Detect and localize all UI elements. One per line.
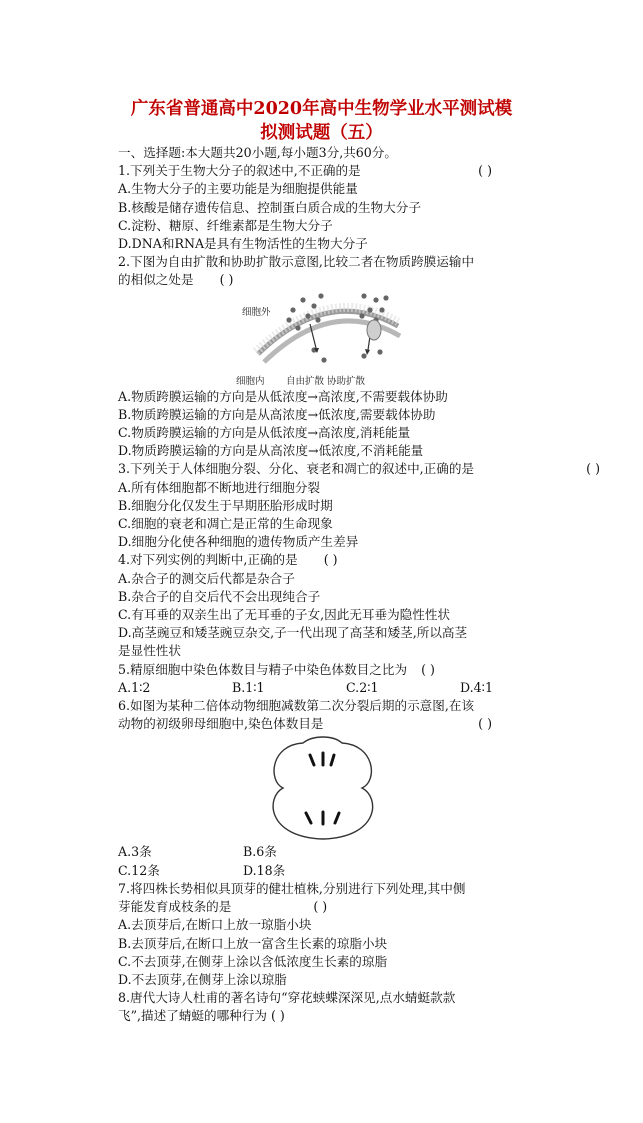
- question-3-option-c: C.细胞的衰老和凋亡是正常的生命现象: [118, 516, 333, 532]
- answer-bracket: ( ): [421, 661, 435, 677]
- molecules-inside: [311, 347, 382, 362]
- question-3-option-a: A.所有体细胞都不断地进行细胞分裂: [118, 479, 321, 495]
- chromosomes-top: [310, 753, 334, 765]
- answer-bracket: ( ): [313, 899, 328, 915]
- question-8-stem-line2: 飞”,描述了蜻蜓的哪种行为 ( ): [118, 1008, 285, 1024]
- question-1-option-c: C.淀粉、糖原、纤维素都是生物大分子: [118, 217, 333, 233]
- carrier-protein: [367, 320, 381, 340]
- question-7-stem-line2: 芽能发育成枝条的是 ( ): [118, 899, 328, 915]
- question-7-option-c: C.不去顶芽,在侧芽上涂以含低浓度生长素的琼脂: [118, 953, 388, 969]
- question-6-option-c: C.12条: [118, 862, 160, 878]
- question-6-options-row1: [118, 843, 600, 861]
- question-2-option-b: B.物质跨膜运输的方向是从高浓度→低浓度,需要载体协助: [118, 406, 436, 422]
- question-1-option-d: D.DNA和RNA是具有生物活性的生物大分子: [118, 236, 368, 252]
- question-4-option-d-cont: 是显性性状: [118, 643, 181, 659]
- question-1-option-a: A.生物大分子的主要功能是为细胞提供能量: [118, 181, 358, 197]
- section-heading: 一、选择题:本大题共20小题,每小题3分,共60分。: [118, 145, 397, 160]
- question-3-option-d: D.细胞分化使各种细胞的遗传物质产生差异: [118, 534, 359, 550]
- question-4-option-b: B.杂合子的自交后代不会出现纯合子: [118, 588, 321, 604]
- question-6-option-d: D.18条: [243, 862, 286, 878]
- question-6-stem-line1: 6.如图为某种二倍体动物细胞减数第二次分裂后期的示意图,在该: [118, 698, 475, 714]
- exam-content: [118, 144, 600, 1026]
- label-outside: 细胞外: [242, 306, 271, 318]
- question-3-stem: 3.下列关于人体细胞分裂、分化、衰老和凋亡的叙述中,正确的是 ( ): [118, 460, 600, 478]
- question-1-option-b: B.核酸是储存遗传信息、控制蛋白质合成的生物大分子: [118, 199, 421, 215]
- exam-title-line2: 拟测试题（五）: [260, 123, 383, 143]
- question-5-options: [118, 679, 600, 697]
- diffusion-figure: [118, 290, 600, 388]
- exam-title-line1: 广东省普通高中2020年高中生物学业水平测试模: [130, 99, 513, 119]
- chromosomes-bottom: [306, 812, 339, 824]
- answer-bracket: ( ): [478, 163, 492, 179]
- question-6-option-b: B.6条: [243, 844, 277, 860]
- question-4-option-d: D.高茎豌豆和矮茎豌豆杂交,子一代出现了高茎和矮茎,所以高茎: [118, 625, 468, 641]
- question-2-stem-line1: 2.下图为自由扩散和协助扩散示意图,比较二者在物质跨膜运输中: [118, 254, 475, 270]
- question-4-stem: 4.对下列实例的判断中,正确的是 ( ): [118, 552, 338, 568]
- label-inside: 细胞内: [236, 375, 265, 387]
- label-caption: 自由扩散 协助扩散: [286, 375, 366, 387]
- answer-bracket: ( ): [478, 716, 492, 732]
- question-7-option-a: A.去顶芽后,在断口上放一琼脂小块: [118, 917, 312, 933]
- question-5-option-d: D.4∶1: [460, 679, 493, 695]
- meiosis-figure: [118, 733, 600, 843]
- question-5-option-b: B.1∶1: [232, 679, 265, 695]
- question-1-stem: 1.下列关于生物大分子的叙述中,不正确的是 ( ): [118, 162, 600, 180]
- question-2-option-a: A.物质跨膜运输的方向是从低浓度→高浓度,不需要载体协助: [118, 388, 448, 404]
- answer-bracket: ( ): [271, 1008, 285, 1024]
- question-2-stem-line2: 的相似之处是 ( ): [118, 272, 234, 288]
- question-2-option-d: D.物质跨膜运输的方向是从高浓度→低浓度,不消耗能量: [118, 443, 424, 459]
- question-8-stem-line1: 8.唐代大诗人杜甫的著名诗句“穿花蛱蝶深深见,点水蜻蜓款款: [118, 990, 456, 1006]
- question-6-stem-line2: 动物的初级卵母细胞中,染色体数目是 ( ): [118, 715, 600, 733]
- answer-bracket: ( ): [219, 272, 234, 288]
- question-5-option-a: A.1∶2: [118, 679, 151, 695]
- question-3-option-b: B.细胞分化仅发生于早期胚胎形成时期: [118, 497, 333, 513]
- question-7-option-b: B.去顶芽后,在断口上放一富含生长素的琼脂小块: [118, 935, 388, 951]
- question-7-option-d: D.不去顶芽,在侧芽上涂以琼脂: [118, 971, 287, 987]
- answer-bracket: ( ): [323, 552, 338, 568]
- question-4-option-c: C.有耳垂的双亲生出了无耳垂的子女,因此无耳垂为隐性性状: [118, 607, 451, 623]
- question-5-option-c: C.2∶1: [346, 679, 379, 695]
- question-4-option-a: A.杂合子的测交后代都是杂合子: [118, 570, 295, 586]
- membrane-diagram: [118, 290, 600, 388]
- cell-division-diagram: [118, 733, 600, 843]
- question-5-stem: 5.精原细胞中染色体数目与精子中染色体数目之比为 ( ): [118, 661, 435, 677]
- answer-bracket: ( ): [586, 461, 600, 477]
- question-7-stem-line1: 7.将四株长势相似具顶芽的健壮植株,分别进行下列处理,其中侧: [118, 880, 466, 896]
- question-6-options-row2: [118, 862, 600, 880]
- question-6-option-a: A.3条: [118, 844, 152, 860]
- question-2-option-c: C.物质跨膜运输的方向是从低浓度→高浓度,消耗能量: [118, 425, 411, 441]
